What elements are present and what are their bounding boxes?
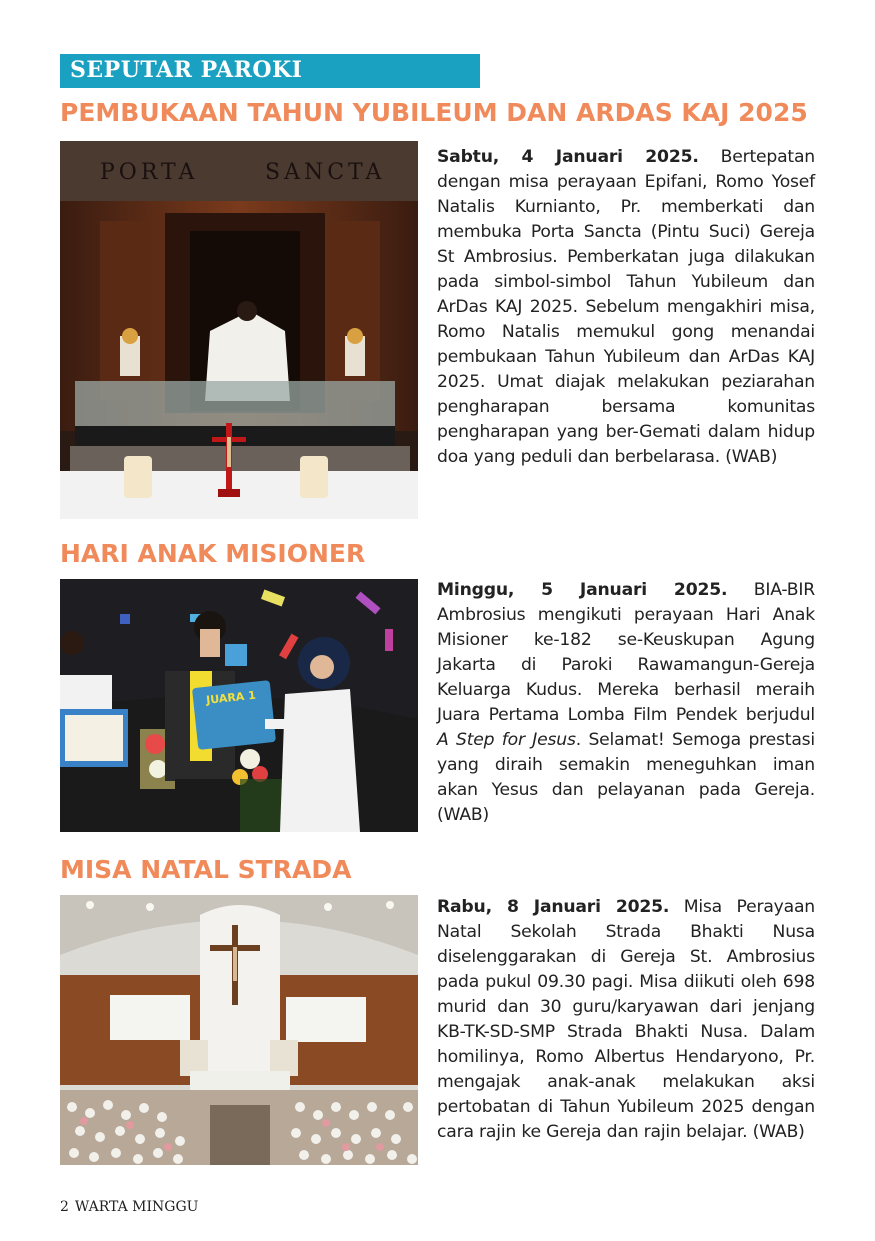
article-2-text-before: BIA-BIR Ambrosius mengikuti perayaan Hari Anak Misioner ke-182 se-Keuskupan Agung Jakarta di Paroki Rawamangun-Gereja Keluarga Kudus. Mereka berhasil meraih Juara Pertama Lomba Film Pendek berjudul bbox=[437, 580, 815, 725]
page-footer bbox=[60, 1199, 198, 1215]
svg-text:JUARA 1: JUARA 1 bbox=[205, 688, 257, 707]
article-3-date: Rabu, 8 Januari 2025. bbox=[437, 897, 670, 917]
article-3-photo bbox=[60, 895, 418, 1165]
article-1-title: PEMBUKAAN TAHUN YUBILEUM DAN ARDAS KAJ 2025 bbox=[60, 98, 808, 127]
svg-text:SANCTA: SANCTA bbox=[265, 160, 386, 185]
article-1-photo bbox=[60, 141, 418, 519]
article-2-date: Minggu, 5 Januari 2025. bbox=[437, 580, 728, 600]
section-header-bar bbox=[60, 54, 480, 88]
article-3-text: Misa Perayaan Natal Sekolah Strada Bhakti Nusa diselenggarakan di Gereja St. Ambrosius pada pukul 09.30 pagi. Misa diikuti oleh 698 murid dan 30 guru/karyawan dari jenjang KB-TK-SD-SMP Strada Bhakti Nusa. Dalam homilinya, Romo Albertus Hendaryono, Pr. mengajak anak-anak melakukan aksi pertobatan di Tahun Yubileum 2025 dengan cara rajin ke Gereja dan rajin belajar. (WAB) bbox=[437, 897, 815, 1142]
article-3-title: MISA NATAL STRADA bbox=[60, 855, 352, 884]
article-2-text-after: . Selamat! Semoga prestasi yang diraih semakin meneguhkan iman akan Yesus dan pelayanan pada Gereja. (WAB) bbox=[437, 730, 815, 825]
article-2-title: HARI ANAK MISIONER bbox=[60, 539, 366, 568]
section-label: SEPUTAR PAROKI bbox=[70, 57, 303, 83]
article-2-photo bbox=[60, 579, 418, 832]
svg-text:PORTA: PORTA bbox=[100, 160, 199, 185]
article-1-body bbox=[437, 145, 815, 470]
article-2-body bbox=[437, 578, 815, 828]
article-1-date: Sabtu, 4 Januari 2025. bbox=[437, 147, 699, 167]
article-2-film-title: A Step for Jesus bbox=[437, 730, 576, 750]
publication-name: WARTA MINGGU bbox=[74, 1199, 199, 1215]
page-number: 2 bbox=[60, 1199, 69, 1215]
article-1-text: Bertepatan dengan misa perayaan Epifani, Romo Yosef Natalis Kurnianto, Pr. memberkati dan membuka Porta Sancta (Pintu Suci) Gereja St Ambrosius. Pemberkatan juga dilakukan pada simbol-simbol Tahun Yubileum dan ArDas KAJ 2025. Sebelum mengakhiri misa, Romo Natalis memukul gong menandai pembukaan Tahun Yubileum dan ArDas KAJ 2025. Umat diajak melakukan peziarahan pengharapan bersama komunitas pengharapan yang ber-Gemati dalam hidup doa yang peduli dan berbelarasa. (WAB) bbox=[437, 147, 815, 467]
article-3-body bbox=[437, 895, 815, 1145]
